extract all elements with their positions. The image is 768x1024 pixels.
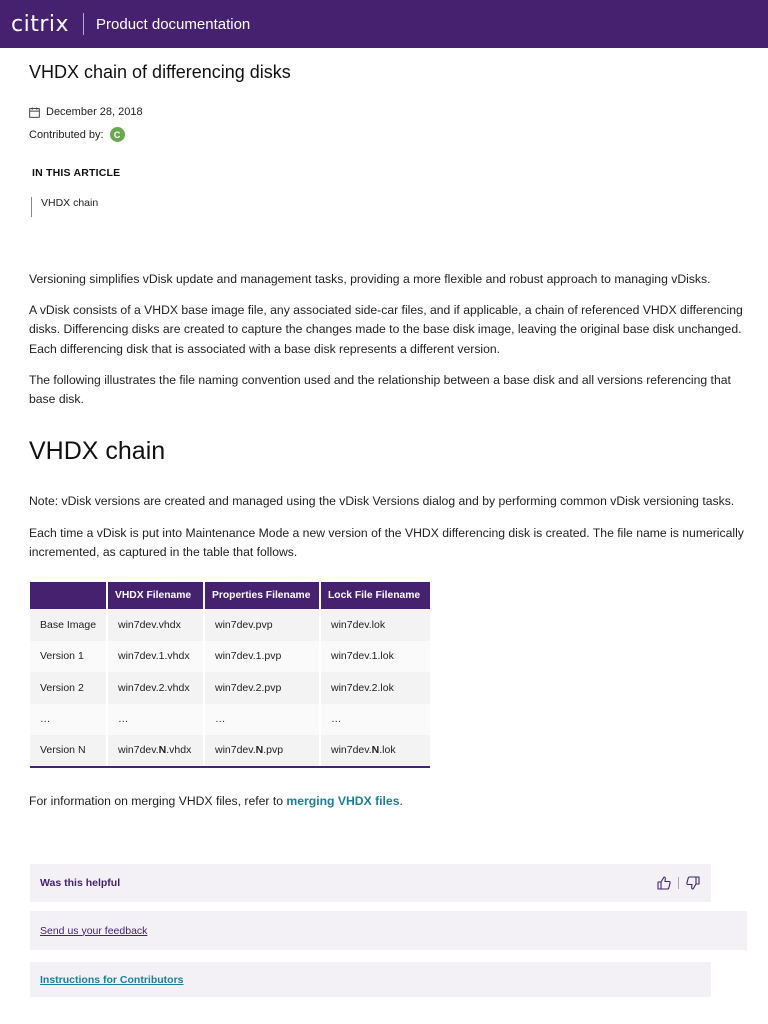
cell-text: .vhdx	[166, 744, 192, 757]
rating-buttons	[656, 875, 701, 891]
table-cell	[320, 735, 430, 767]
table-row	[30, 735, 430, 767]
cell-text: win7dev.	[331, 744, 372, 757]
table-header-vhdx: VHDX Filename	[107, 582, 204, 609]
table-cell: win7dev.1.lok	[320, 641, 430, 673]
table-row	[30, 672, 430, 704]
table-cell: Version 1	[30, 641, 107, 673]
table-cell: Base Image	[30, 609, 107, 641]
thumbs-down-icon[interactable]	[685, 875, 701, 891]
table-cell: win7dev.lok	[320, 609, 430, 641]
table-cell: …	[320, 704, 430, 736]
merge-paragraph	[29, 792, 747, 811]
cell-text: win7dev.	[215, 744, 256, 757]
helpful-box	[30, 864, 711, 902]
table-header-row	[30, 582, 430, 609]
table-header-lock: Lock File Filename	[320, 582, 430, 609]
article-date	[29, 106, 143, 118]
feedback-box	[30, 911, 747, 950]
cell-bold: N	[371, 744, 380, 757]
table-cell: …	[204, 704, 320, 736]
table-cell: win7dev.2.lok	[320, 672, 430, 704]
table-cell: …	[30, 704, 107, 736]
illustration-paragraph: The following illustrates the file naming convention used and the relationship between a base disk and all versions referencing that base disk.	[29, 373, 731, 407]
cell-text: .lok	[379, 744, 396, 757]
table-header-properties: Properties Filename	[204, 582, 320, 609]
date-text: December 28, 2018	[46, 106, 143, 118]
product-docs-link[interactable]: Product documentation	[96, 15, 251, 33]
table-cell: Version 2	[30, 672, 107, 704]
merging-vhdx-link[interactable]: merging VHDX files	[286, 794, 400, 808]
instructions-for-contributors-link[interactable]: Instructions for Contributors	[40, 973, 184, 986]
table-cell: win7dev.2.vhdx	[107, 672, 204, 704]
table-row	[30, 641, 430, 673]
maintenance-paragraph: Each time a vDisk is put into Maintenance Mode a new version of the VHDX differencing disk is created. The file name is numerically incremented, as captured in the table that follows.	[29, 526, 744, 560]
merge-text: For information on merging VHDX files, refer to	[29, 794, 287, 808]
rating-separator	[678, 877, 679, 889]
contributed-label: Contributed by:	[29, 128, 104, 141]
cell-bold: N	[158, 744, 167, 757]
table-cell: …	[107, 704, 204, 736]
table-cell: Version N	[30, 735, 107, 767]
contributors-box	[30, 962, 711, 997]
vdisk-paragraph: A vDisk consists of a VHDX base image file, any associated side-car files, and if applicable, a chain of referenced VHDX differencing disks. Differencing disks are created to capture the changes made to the base disk image, leaving the original base disk unchanged. Each differencing disk that is associated with a base disk represents a different version.	[29, 303, 743, 356]
table-cell: win7dev.2.pvp	[204, 672, 320, 704]
table-cell	[204, 735, 320, 767]
cell-bold: N	[255, 744, 264, 757]
table-cell	[107, 735, 204, 767]
thumbs-up-icon[interactable]	[656, 875, 672, 891]
contributors	[29, 127, 125, 142]
table-cell: win7dev.1.pvp	[204, 641, 320, 673]
page-title: VHDX chain of differencing disks	[29, 62, 291, 82]
toc-heading: IN THIS ARTICLE	[32, 167, 121, 179]
table-header-blank	[30, 582, 107, 609]
helpful-label: Was this helpful	[40, 877, 121, 889]
table-cell: win7dev.vhdx	[107, 609, 204, 641]
vhdx-naming-table	[30, 582, 430, 768]
note-paragraph: Note: vDisk versions are created and managed using the vDisk Versions dialog and by performing common vDisk versioning tasks.	[29, 494, 735, 508]
toc-item-vhdx-chain[interactable]: VHDX chain	[31, 197, 98, 217]
intro-paragraph: Versioning simplifies vDisk update and management tasks, providing a more flexible and robust approach to managing vDisks.	[29, 272, 711, 286]
calendar-icon	[29, 107, 40, 118]
cell-text: .pvp	[263, 744, 284, 757]
table-row	[30, 704, 430, 736]
section-heading: VHDX chain	[29, 437, 166, 465]
citrix-logo[interactable]: citrix	[11, 11, 70, 37]
contributor-avatar[interactable]: C	[110, 127, 125, 142]
table-cell: win7dev.1.vhdx	[107, 641, 204, 673]
header-divider	[83, 13, 84, 35]
table-cell: win7dev.pvp	[204, 609, 320, 641]
send-feedback-link[interactable]: Send us your feedback	[40, 924, 148, 937]
cell-text: win7dev.	[118, 744, 159, 757]
merge-end: .	[399, 794, 403, 808]
table-row	[30, 609, 430, 641]
top-header-bar	[0, 0, 768, 48]
